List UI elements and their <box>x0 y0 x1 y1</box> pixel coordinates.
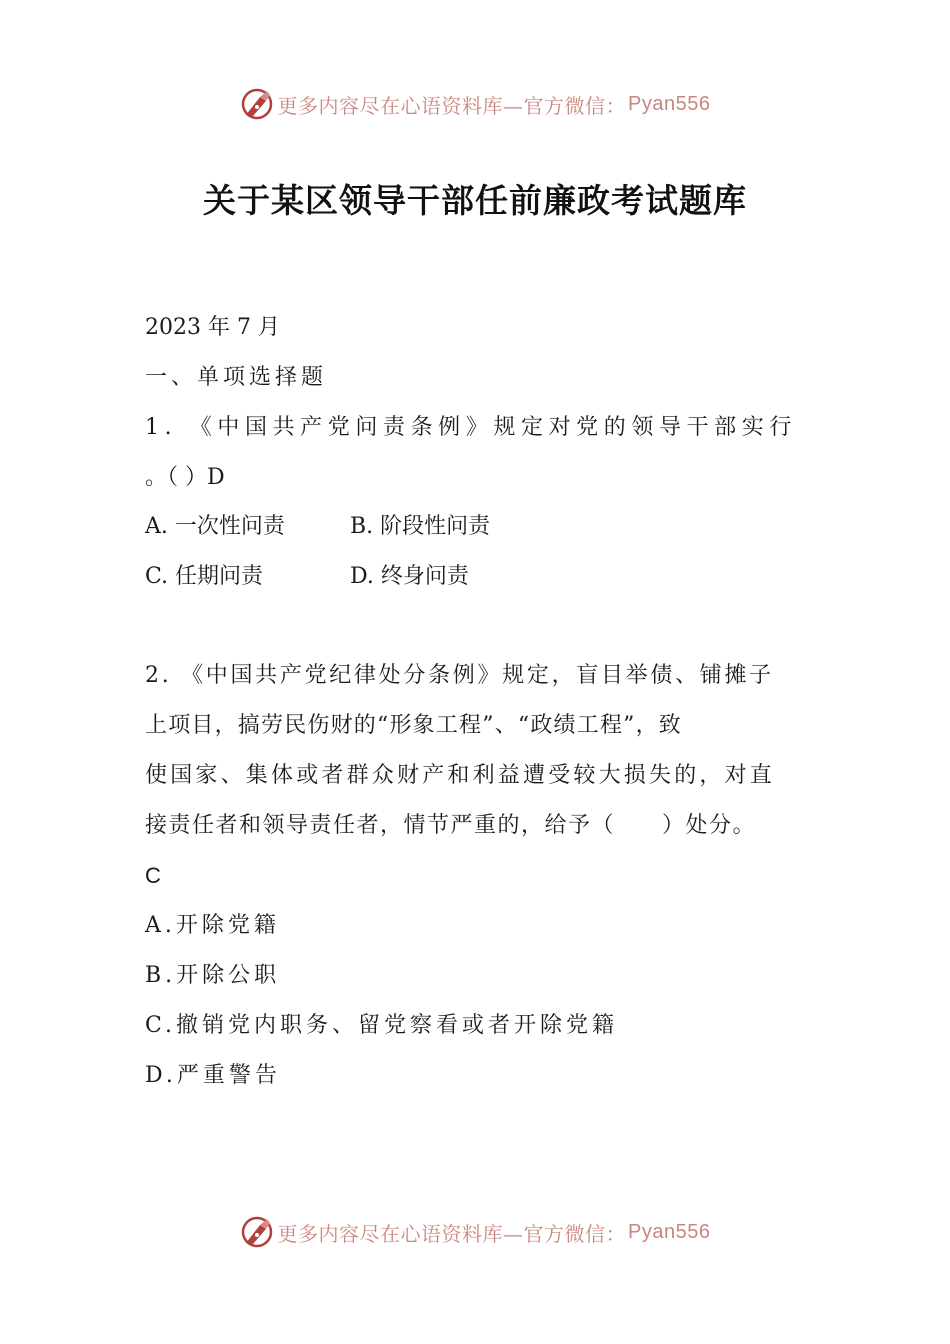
question-2-answer: C <box>145 863 161 888</box>
question-1-option-d: D. 终身问责 <box>350 564 469 589</box>
watermark-text: 更多内容尽在心语资料库—官方微信： <box>277 1221 627 1246</box>
question-2-option-d: D.严重警告 <box>145 1063 281 1088</box>
watermark-wechat-id: Pyan556 <box>628 1220 711 1243</box>
question-2-text-line-2: 上项目，搞劳民伤财的“形象工程”、“政绩工程”，致 <box>145 713 682 738</box>
question-2-text-line-1: 2. 《中国共产党纪律处分条例》规定，盲目举债、铺摊子 <box>145 663 774 688</box>
watermark-footer <box>0 1212 950 1252</box>
question-1-option-c: C. 任期问责 <box>145 564 264 589</box>
section-heading: 一、单项选择题 <box>145 365 328 390</box>
question-2-text-line-4: 接责任者和领导责任者，情节严重的，给予（ ）处分。 <box>145 813 757 838</box>
watermark-text: 更多内容尽在心语资料库—官方微信： <box>277 93 627 118</box>
document-title: 关于某区领导干部任前廉政考试题库 <box>203 181 747 220</box>
question-2-option-a: A.开除党籍 <box>145 913 280 938</box>
question-2-option-c: C.撤销党内职务、留党察看或者开除党籍 <box>145 1013 619 1038</box>
question-1-options-row-1 <box>145 511 490 543</box>
question-1-answer-line: 。（ ）D <box>145 465 225 490</box>
question-1-text: 1. 《中国共产党问责条例》规定对党的领导干部实行 <box>145 415 797 440</box>
watermark-wechat-id: Pyan556 <box>628 92 711 115</box>
question-2-option-b: B.开除公职 <box>145 963 281 988</box>
document-date: 2023 年 7 月 <box>145 315 280 340</box>
watermark-header <box>0 84 950 124</box>
question-1-option-b: B. 阶段性问责 <box>350 514 491 539</box>
question-1-option-a: A. 一次性问责 <box>145 514 285 539</box>
pen-nib-logo-icon <box>240 87 274 121</box>
question-1-options-row-2 <box>145 561 469 593</box>
pen-nib-logo-icon <box>240 1215 274 1249</box>
question-2-text-line-3: 使国家、集体或者群众财产和利益遭受较大损失的，对直 <box>145 763 776 788</box>
